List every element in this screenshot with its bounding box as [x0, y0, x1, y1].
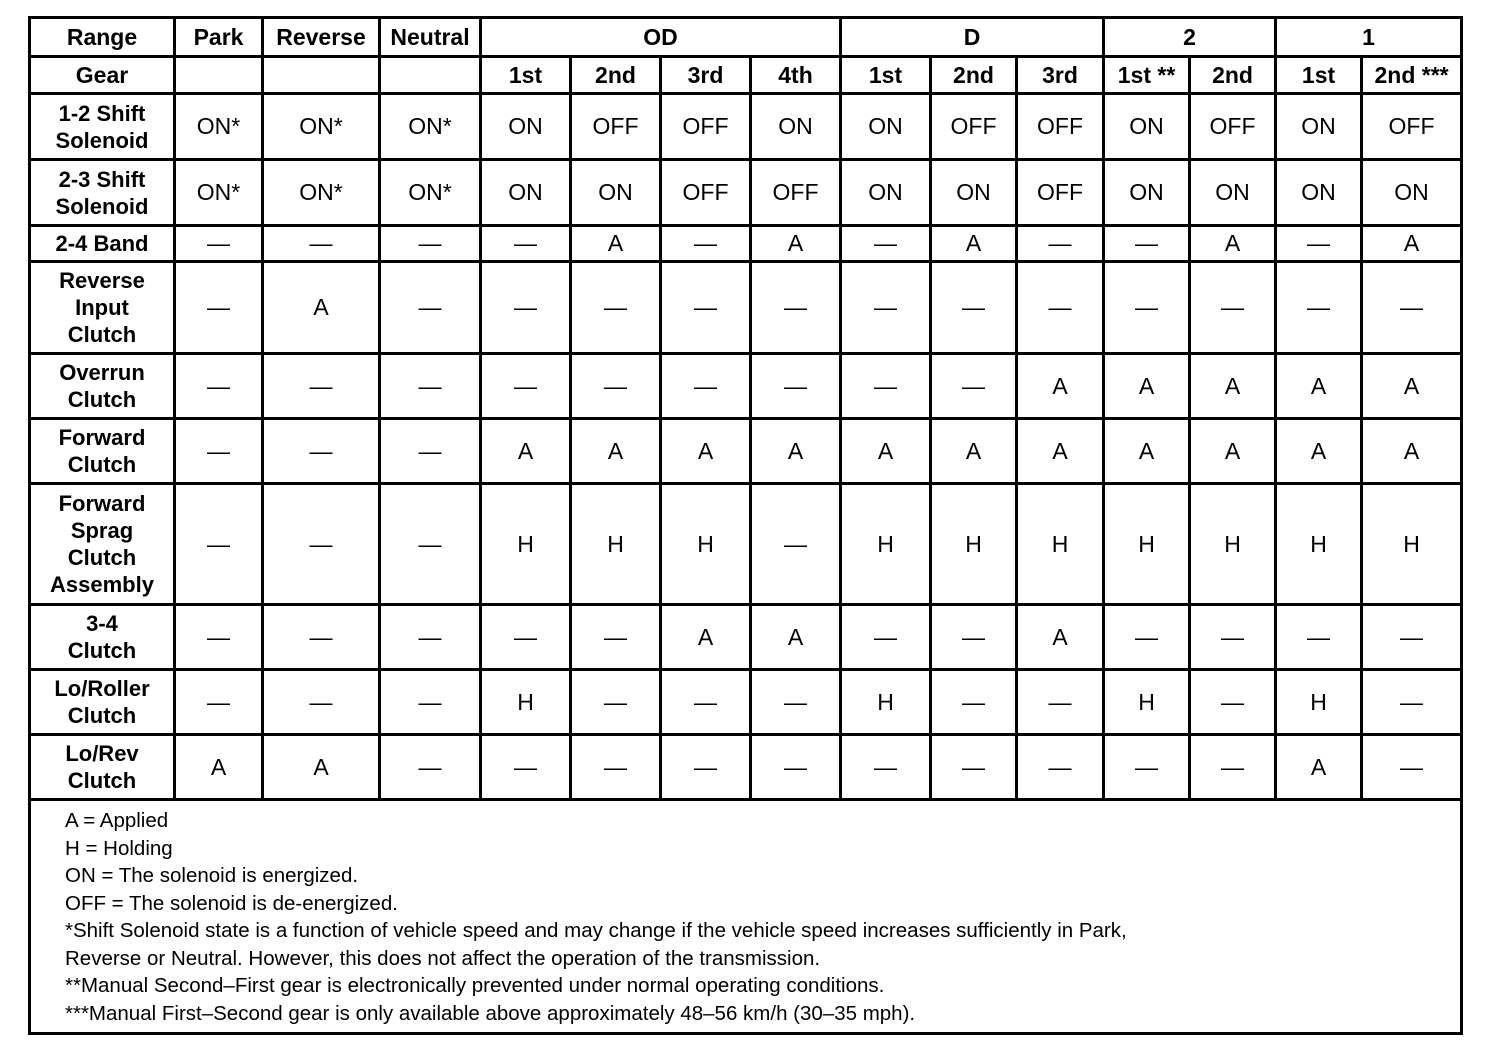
- gear-header-label: Gear: [30, 57, 175, 94]
- state-cell: ON*: [380, 160, 481, 226]
- state-cell: ON*: [263, 94, 380, 160]
- state-cell: H: [1017, 484, 1104, 605]
- state-cell: H: [1276, 484, 1362, 605]
- state-cell: A: [1276, 354, 1362, 419]
- state-cell: —: [751, 262, 841, 354]
- state-cell: —: [661, 226, 751, 262]
- state-cell: A: [751, 226, 841, 262]
- legend-holding: H = Holding: [65, 836, 173, 860]
- state-cell: —: [661, 735, 751, 800]
- state-cell: A: [1017, 605, 1104, 670]
- state-cell: A: [571, 419, 661, 484]
- state-cell: —: [175, 670, 263, 735]
- range-od: OD: [481, 18, 841, 57]
- state-cell: H: [571, 484, 661, 605]
- state-cell: H: [481, 484, 571, 605]
- legend-footnote-1a: *Shift Solenoid state is a function of vehicle speed and may change if the vehicle speed increases sufficiently in Park,: [65, 919, 1127, 942]
- state-cell: —: [481, 605, 571, 670]
- state-cell: —: [751, 354, 841, 419]
- component-label: [30, 605, 175, 670]
- state-cell: A: [1362, 354, 1462, 419]
- component-label-line: Sprag: [70, 518, 134, 543]
- state-cell: —: [571, 735, 661, 800]
- state-cell: ON: [1104, 94, 1190, 160]
- gear-1-1st: 1st: [1276, 57, 1362, 94]
- range-2: 2: [1104, 18, 1276, 57]
- state-cell: A: [1104, 354, 1190, 419]
- state-cell: A: [263, 735, 380, 800]
- state-cell: A: [1104, 419, 1190, 484]
- gear-neutral: [380, 57, 481, 94]
- state-cell: —: [380, 354, 481, 419]
- state-cell: —: [380, 262, 481, 354]
- gear-od-4th: 4th: [751, 57, 841, 94]
- state-cell: —: [1104, 226, 1190, 262]
- component-label-line: 1-2 Shift: [58, 100, 146, 126]
- state-cell: —: [175, 419, 263, 484]
- gear-1-2nd: 2nd ***: [1362, 57, 1462, 94]
- state-cell: H: [841, 670, 931, 735]
- state-cell: —: [931, 262, 1017, 354]
- component-label: [30, 735, 175, 800]
- row-1-2-shift-solenoid: [30, 94, 1462, 160]
- state-cell: ON*: [263, 160, 380, 226]
- state-cell: —: [1362, 605, 1462, 670]
- state-cell: ON*: [175, 160, 263, 226]
- component-label-line: Clutch: [67, 703, 137, 728]
- gear-d-2nd: 2nd: [931, 57, 1017, 94]
- component-label: [30, 419, 175, 484]
- row-2-4-band: [30, 226, 1462, 262]
- component-label-line: Forward: [58, 491, 146, 516]
- state-cell: OFF: [571, 94, 661, 160]
- state-cell: —: [380, 226, 481, 262]
- component-label: [30, 226, 175, 262]
- row-forward-clutch: [30, 419, 1462, 484]
- component-label: [30, 354, 175, 419]
- component-label-line: 2-3 Shift: [58, 166, 146, 192]
- state-cell: —: [931, 354, 1017, 419]
- state-cell: —: [751, 670, 841, 735]
- state-cell: —: [175, 226, 263, 262]
- state-cell: ON: [1362, 160, 1462, 226]
- state-cell: H: [1104, 670, 1190, 735]
- state-cell: OFF: [661, 94, 751, 160]
- component-label-line: Solenoid: [55, 127, 149, 153]
- state-cell: OFF: [1017, 160, 1104, 226]
- state-cell: ON: [1104, 160, 1190, 226]
- state-cell: —: [1276, 262, 1362, 354]
- state-cell: —: [175, 354, 263, 419]
- row-forward-sprag-clutch-assembly: [30, 484, 1462, 605]
- state-cell: —: [931, 605, 1017, 670]
- gear-2-1st: 1st **: [1104, 57, 1190, 94]
- row-lo-roller-clutch: [30, 670, 1462, 735]
- state-cell: A: [931, 226, 1017, 262]
- row-lo-rev-clutch: [30, 735, 1462, 800]
- state-cell: A: [1190, 226, 1276, 262]
- row-3-4-clutch: [30, 605, 1462, 670]
- component-label-line: 3-4: [86, 611, 118, 636]
- component-label-line: Solenoid: [55, 193, 149, 219]
- range-reverse: Reverse: [263, 18, 380, 57]
- state-cell: —: [841, 605, 931, 670]
- state-cell: H: [1362, 484, 1462, 605]
- state-cell: —: [571, 605, 661, 670]
- state-cell: —: [1276, 226, 1362, 262]
- gear-reverse: [263, 57, 380, 94]
- state-cell: ON: [751, 94, 841, 160]
- state-cell: H: [931, 484, 1017, 605]
- legend-footnote-1b: Reverse or Neutral. However, this does not affect the operation of the transmission.: [65, 946, 821, 970]
- legend-on: ON = The solenoid is energized.: [65, 864, 359, 887]
- state-cell: —: [380, 670, 481, 735]
- state-cell: OFF: [1362, 94, 1462, 160]
- gear-od-1st: 1st: [481, 57, 571, 94]
- range-neutral: Neutral: [380, 18, 481, 57]
- state-cell: A: [1017, 419, 1104, 484]
- state-cell: H: [1190, 484, 1276, 605]
- component-label-line: Lo/Roller: [54, 676, 150, 701]
- state-cell: —: [841, 354, 931, 419]
- state-cell: ON*: [380, 94, 481, 160]
- state-cell: —: [1104, 262, 1190, 354]
- state-cell: —: [931, 735, 1017, 800]
- component-label-line: Reverse: [59, 268, 145, 293]
- component-label-line: Clutch: [67, 322, 137, 347]
- range-1: 1: [1276, 18, 1462, 57]
- component-label: [30, 484, 175, 605]
- state-cell: —: [751, 735, 841, 800]
- state-cell: —: [380, 605, 481, 670]
- gear-park: [175, 57, 263, 94]
- range-d: D: [841, 18, 1104, 57]
- state-cell: —: [661, 354, 751, 419]
- component-label-line: Clutch: [67, 768, 137, 793]
- state-cell: A: [661, 605, 751, 670]
- state-cell: —: [1017, 670, 1104, 735]
- state-cell: —: [571, 262, 661, 354]
- state-cell: —: [571, 354, 661, 419]
- state-cell: ON: [931, 160, 1017, 226]
- state-cell: H: [1104, 484, 1190, 605]
- state-cell: OFF: [931, 94, 1017, 160]
- state-cell: A: [841, 419, 931, 484]
- component-label-line: Clutch: [67, 452, 137, 477]
- state-cell: A: [661, 419, 751, 484]
- state-cell: A: [175, 735, 263, 800]
- state-cell: —: [380, 484, 481, 605]
- legend-applied: A = Applied: [65, 809, 169, 832]
- state-cell: —: [263, 670, 380, 735]
- state-cell: —: [931, 670, 1017, 735]
- component-label: [30, 160, 175, 226]
- state-cell: H: [841, 484, 931, 605]
- component-label-line: Lo/Rev: [65, 741, 139, 766]
- component-label-line: Clutch: [67, 387, 137, 412]
- state-cell: A: [1362, 419, 1462, 484]
- legend: [30, 800, 1462, 1034]
- state-cell: H: [1276, 670, 1362, 735]
- state-cell: —: [1190, 262, 1276, 354]
- state-cell: OFF: [661, 160, 751, 226]
- state-cell: —: [661, 262, 751, 354]
- state-cell: A: [481, 419, 571, 484]
- state-cell: —: [1190, 605, 1276, 670]
- state-cell: —: [841, 226, 931, 262]
- state-cell: —: [571, 670, 661, 735]
- state-cell: —: [1276, 605, 1362, 670]
- state-cell: —: [1362, 670, 1462, 735]
- state-cell: ON: [1276, 160, 1362, 226]
- component-label: [30, 670, 175, 735]
- state-cell: —: [175, 262, 263, 354]
- state-cell: ON: [1276, 94, 1362, 160]
- state-cell: —: [481, 226, 571, 262]
- state-cell: —: [263, 419, 380, 484]
- state-cell: —: [380, 735, 481, 800]
- component-label-line: Input: [75, 295, 129, 320]
- state-cell: A: [1190, 354, 1276, 419]
- state-cell: OFF: [1017, 94, 1104, 160]
- state-cell: ON: [841, 94, 931, 160]
- state-cell: —: [1190, 735, 1276, 800]
- state-cell: —: [481, 735, 571, 800]
- state-cell: A: [1017, 354, 1104, 419]
- state-cell: —: [263, 484, 380, 605]
- component-label-line: Overrun: [59, 360, 145, 385]
- state-cell: ON: [841, 160, 931, 226]
- component-label-line: Forward: [58, 425, 146, 450]
- state-cell: —: [661, 670, 751, 735]
- state-cell: A: [263, 262, 380, 354]
- legend-off: OFF = The solenoid is de-energized.: [65, 891, 398, 915]
- state-cell: —: [263, 605, 380, 670]
- state-cell: A: [751, 419, 841, 484]
- state-cell: ON: [571, 160, 661, 226]
- legend-row: [30, 800, 1462, 1034]
- component-label: [30, 262, 175, 354]
- row-overrun-clutch: [30, 354, 1462, 419]
- range-header-row: [30, 18, 1462, 57]
- component-label-line: Clutch: [67, 638, 137, 663]
- gear-od-2nd: 2nd: [571, 57, 661, 94]
- component-label-line: Assembly: [50, 572, 154, 597]
- state-cell: ON: [481, 94, 571, 160]
- state-cell: —: [1017, 262, 1104, 354]
- state-cell: A: [751, 605, 841, 670]
- state-cell: H: [661, 484, 751, 605]
- state-cell: —: [263, 226, 380, 262]
- state-cell: —: [1190, 670, 1276, 735]
- state-cell: —: [175, 605, 263, 670]
- state-cell: A: [931, 419, 1017, 484]
- component-label-line: 2-4 Band: [55, 231, 149, 256]
- state-cell: —: [1017, 226, 1104, 262]
- state-cell: A: [1362, 226, 1462, 262]
- state-cell: OFF: [751, 160, 841, 226]
- state-cell: —: [841, 262, 931, 354]
- range-header-label: Range: [30, 18, 175, 57]
- state-cell: —: [1362, 735, 1462, 800]
- legend-footnote-2: **Manual Second–First gear is electronically prevented under normal operating conditions.: [65, 974, 885, 997]
- state-cell: H: [481, 670, 571, 735]
- legend-footnote-3: ***Manual First–Second gear is only available above approximately 48–56 km/h (30–35 mph).: [65, 1001, 916, 1025]
- state-cell: —: [481, 354, 571, 419]
- gear-2-2nd: 2nd: [1190, 57, 1276, 94]
- row-2-3-shift-solenoid: [30, 160, 1462, 226]
- state-cell: ON: [481, 160, 571, 226]
- state-cell: A: [1276, 735, 1362, 800]
- state-cell: —: [1362, 262, 1462, 354]
- range-park: Park: [175, 18, 263, 57]
- state-cell: —: [481, 262, 571, 354]
- state-cell: OFF: [1190, 94, 1276, 160]
- state-cell: —: [263, 354, 380, 419]
- gear-header-row: [30, 57, 1462, 94]
- state-cell: ON*: [175, 94, 263, 160]
- state-cell: —: [380, 419, 481, 484]
- state-cell: —: [841, 735, 931, 800]
- state-cell: —: [1104, 735, 1190, 800]
- state-cell: A: [571, 226, 661, 262]
- state-cell: —: [1017, 735, 1104, 800]
- gear-d-3rd: 3rd: [1017, 57, 1104, 94]
- state-cell: —: [175, 484, 263, 605]
- component-label-line: Clutch: [67, 545, 137, 570]
- state-cell: —: [751, 484, 841, 605]
- gear-od-3rd: 3rd: [661, 57, 751, 94]
- row-reverse-input-clutch: [30, 262, 1462, 354]
- gear-d-1st: 1st: [841, 57, 931, 94]
- state-cell: A: [1190, 419, 1276, 484]
- state-cell: —: [1104, 605, 1190, 670]
- state-cell: ON: [1190, 160, 1276, 226]
- component-label: [30, 94, 175, 160]
- shift-solenoid-component-application-chart: [28, 16, 1463, 1035]
- state-cell: A: [1276, 419, 1362, 484]
